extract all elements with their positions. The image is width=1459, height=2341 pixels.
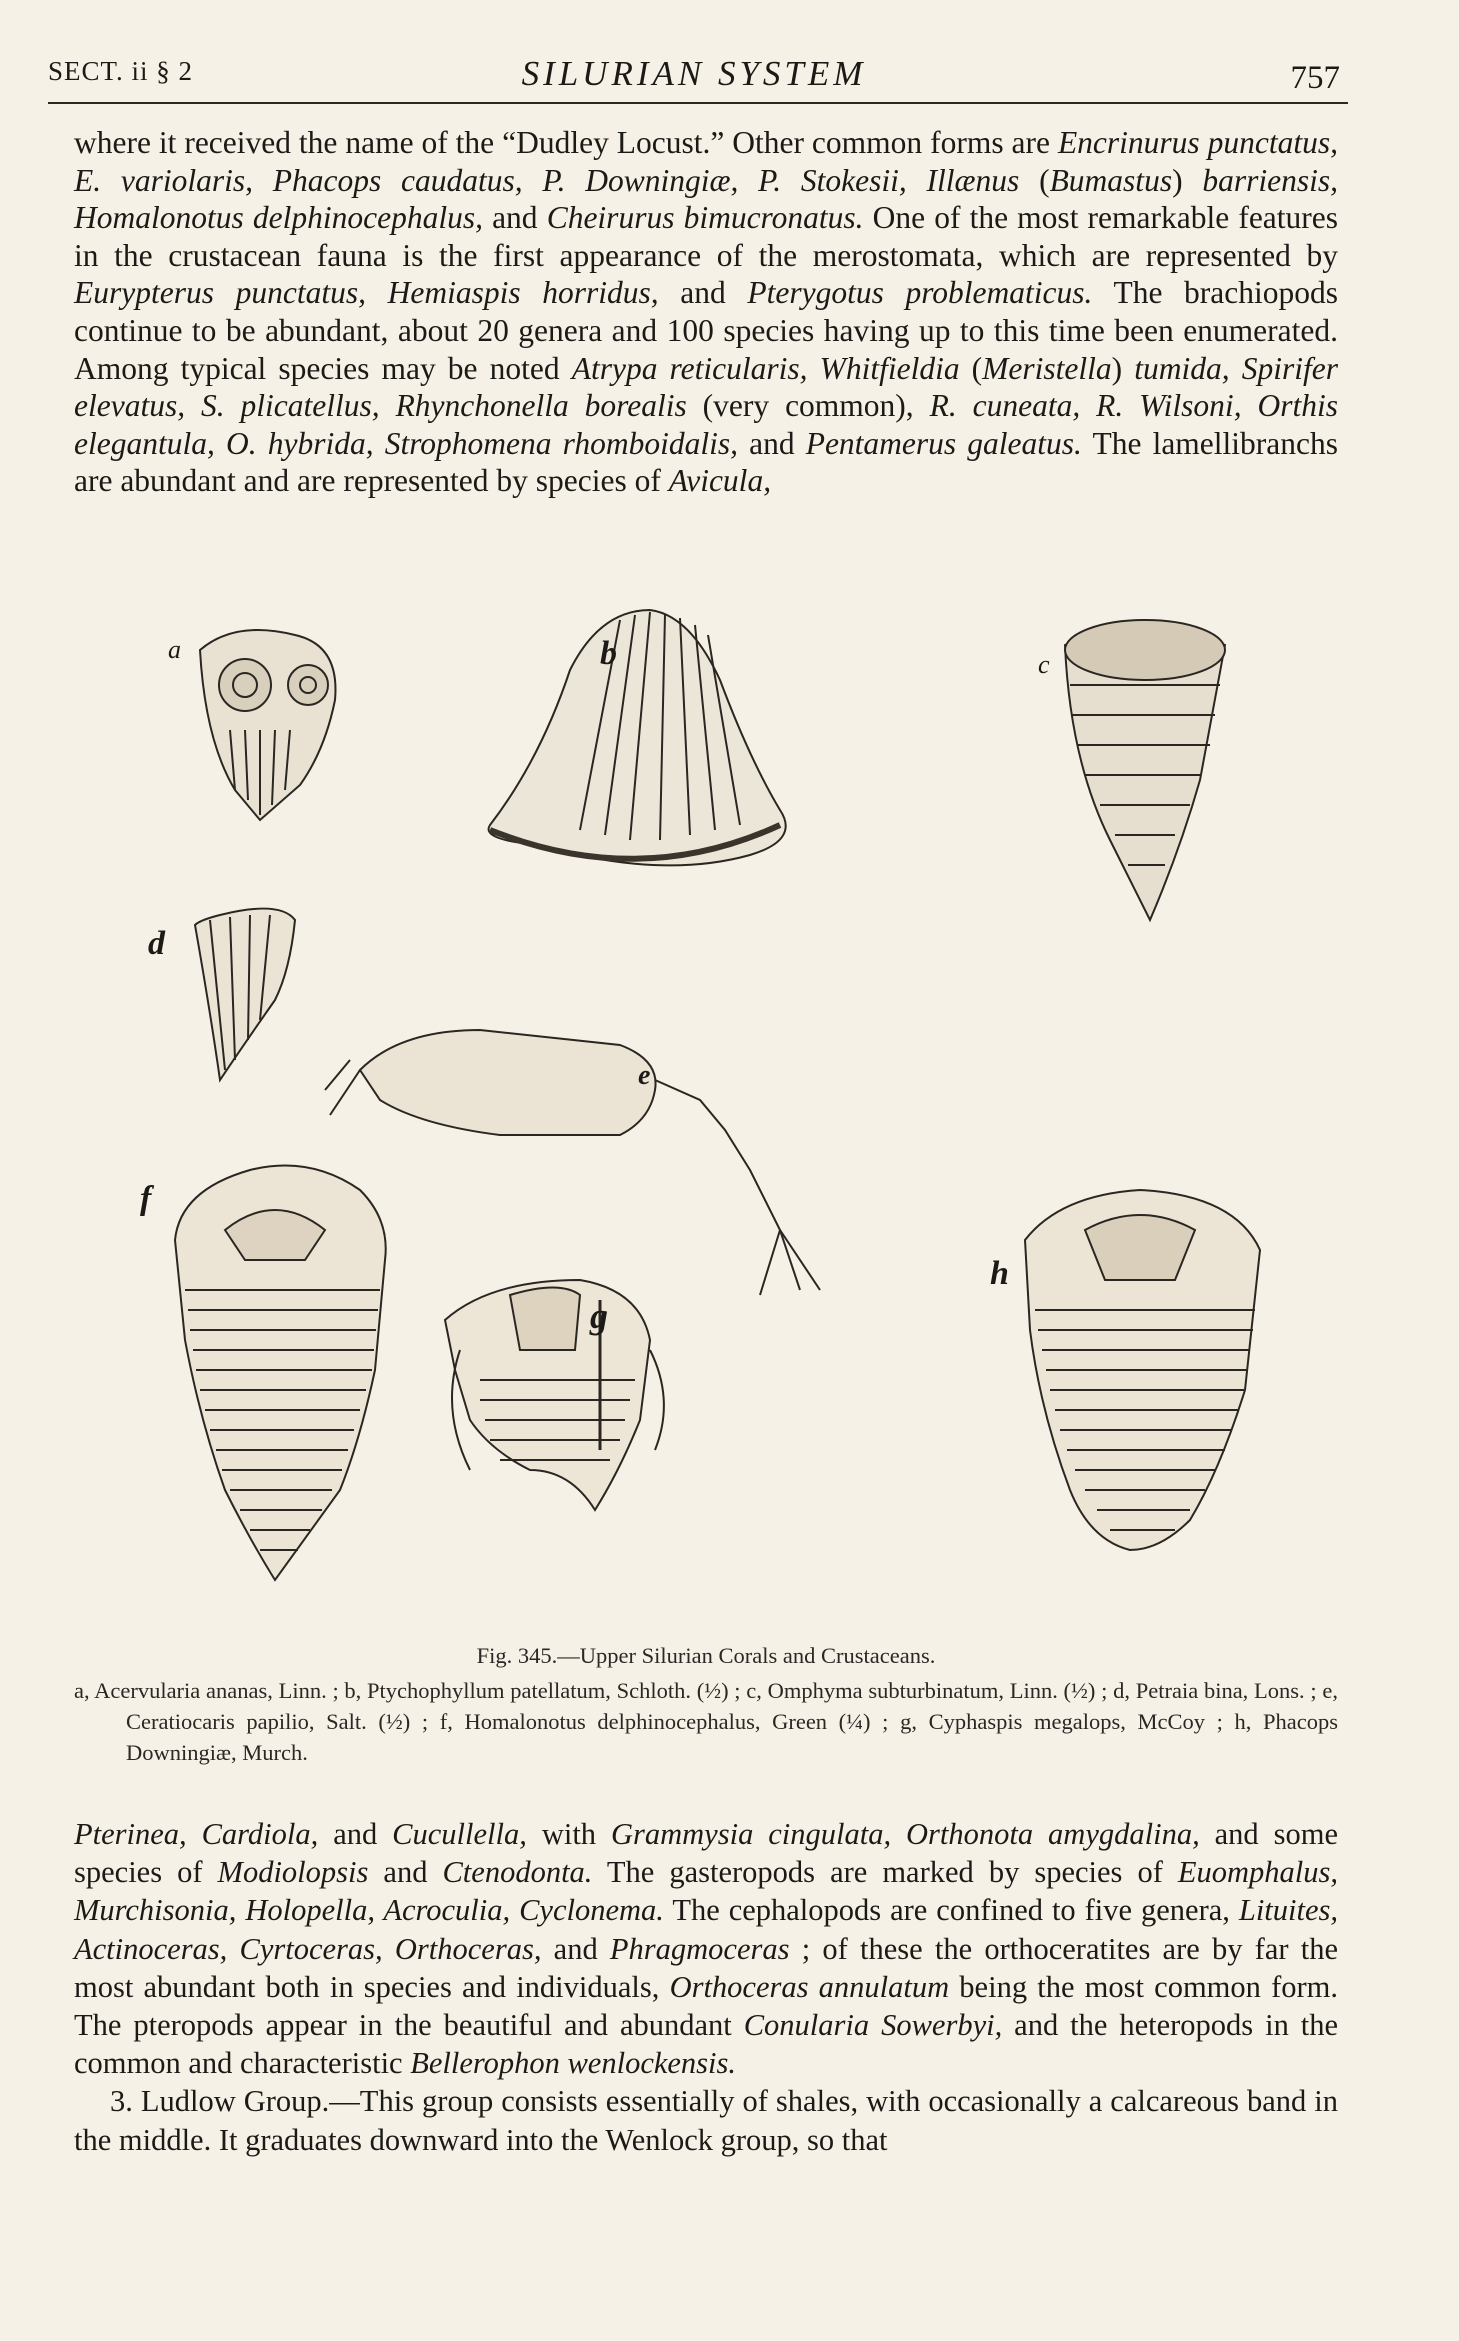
text-run: and — [482, 200, 547, 236]
fossil-d-coral-illustration — [195, 909, 295, 1080]
fossil-h-trilobite-illustration — [1025, 1190, 1260, 1550]
fossil-b-coral-illustration — [489, 610, 786, 865]
text-run: and some species of — [74, 1817, 1338, 1890]
text-run: The gasteropods are marked by species of — [592, 1855, 1178, 1890]
italic-taxon-name: Atrypa reticularis, Whitfieldia — [571, 350, 960, 386]
italic-taxon-name: Grammysia cingulata, Orthonota amygdalina, — [610, 1817, 1200, 1851]
figure-label-g: g — [590, 1296, 608, 1336]
figure-label-h: h — [990, 1255, 1009, 1292]
figure-label-e: e — [638, 1060, 651, 1091]
fossil-c-coral-illustration — [1065, 620, 1225, 920]
paragraph-molluscs — [74, 1817, 1338, 2080]
header-rule — [48, 102, 1348, 104]
fossil-f-trilobite-illustration — [175, 1166, 386, 1581]
text-run: (very common), — [686, 388, 930, 424]
italic-taxon-name: barriensis, Homalonotus delphinocephalus, — [74, 162, 1338, 236]
italic-taxon-name: Lituites, Actinoceras, Cyrtoceras, Orthoceras, — [74, 1893, 1339, 1966]
text-run: and — [318, 1817, 393, 1851]
text-run: The cephalopods are confined to five genera, — [663, 1893, 1239, 1928]
italic-taxon-name: Ctenodonta. — [442, 1855, 593, 1890]
italic-taxon-name: Euomphalus, Murchisonia, Holopella, Acroculia, Cyclonema. — [74, 1855, 1339, 1928]
text-run: and — [737, 425, 806, 461]
section-reference: SECT. ii § 2 — [48, 56, 194, 86]
text-run: ; of these the orthoceratites are by far the most abundant both in species and individuals, — [74, 1931, 1338, 2004]
italic-taxon-name: Phragmoceras — [609, 1931, 790, 1966]
figure-caption-legend: a, Acervularia ananas, Linn. ; b, Ptychophyllum patellatum, Schloth. (½) ; c, Omphyma subturbinatum, Linn. (½) ; d, Petraia bina, Lons. ; e, Ceratiocaris papilio, Salt. (½) ; f, Homalonotus delphinocephalus, Green (¼) ; g, Cyphaspis megalops, McCoy ; h, Phacops Downingiæ, Murch. — [74, 1678, 1338, 1765]
text-run: One of the most remarkable features in the crustacean fauna is the first appearance of the merostomata, which are represented by — [74, 200, 1339, 273]
text-run: The lamellibranchs are abundant and are represented by species of — [74, 425, 1339, 499]
italic-taxon-name: Eurypterus punctatus, Hemiaspis horridus, — [74, 275, 659, 311]
italic-taxon-name: Pentamerus galeatus. — [805, 425, 1082, 461]
italic-taxon-name: Modiolopsis — [217, 1855, 369, 1890]
italic-taxon-name: Meristella — [982, 350, 1112, 386]
figure-label-b: b — [600, 635, 617, 672]
paragraph-ludlow-group — [74, 2084, 1338, 2156]
fossil-illustrations — [60, 590, 1360, 1640]
italic-taxon-name: Pterinea, Cardiola, — [74, 1817, 319, 1851]
figure-caption — [74, 1640, 1338, 1768]
page-number: 757 — [1290, 60, 1340, 96]
figure-label-c: c — [1038, 650, 1050, 679]
text-run: being the most common form. The pteropods appear in the beautiful and abundant — [74, 1969, 1338, 2043]
text-run: with — [526, 1817, 611, 1851]
figure-label-d: d — [148, 925, 165, 962]
italic-taxon-name: Avicula, — [668, 463, 772, 499]
text-run: and — [368, 1855, 443, 1890]
italic-taxon-name: Conularia Sowerbyi, — [743, 2008, 1003, 2043]
text-run: 3. Ludlow Group.—This group consists essentially of shales, with occasionally a calcareous band in the middle. It graduates downward into the Wenlock group, so that — [74, 2084, 1338, 2157]
text-run: ) — [1111, 350, 1135, 386]
text-run: ) — [1172, 162, 1203, 198]
figure-label-f: f — [140, 1180, 152, 1217]
text-run: and — [658, 275, 748, 311]
figure-345 — [60, 590, 1360, 1640]
body-text-lower — [74, 1815, 1338, 2159]
paragraph-crustaceans-brachiopods — [74, 124, 1338, 500]
figure-caption-title: Fig. 345.—Upper Silurian Corals and Crustaceans. — [476, 1643, 936, 1668]
fossil-g-trilobite-illustration — [445, 1280, 664, 1510]
text-run: ( — [959, 350, 983, 386]
fossil-a-coral-illustration — [200, 630, 336, 820]
italic-taxon-name: Cucullella, — [392, 1817, 527, 1851]
italic-taxon-name: Pterygotus problematicus. — [747, 275, 1093, 311]
italic-taxon-name: Bellerophon wenlockensis. — [410, 2046, 737, 2081]
fossil-e-crustacean-illustration — [325, 1030, 820, 1295]
italic-taxon-name: R. cuneata, R. Wilsoni, Orthis elegantula, O. hybrida, Strophomena rhomboidalis, — [74, 388, 1339, 461]
text-run: and — [541, 1931, 610, 1966]
italic-taxon-name: Encrinurus punctatus, E. variolaris, Phacops caudatus, P. Downingiæ, P. Stokesii, Illænus — [74, 125, 1338, 198]
running-header — [48, 50, 1340, 100]
figure-label-a: a — [168, 635, 181, 664]
italic-taxon-name: Cheirurus bimucronatus. — [546, 200, 864, 236]
italic-taxon-name: Orthoceras annulatum — [669, 1969, 950, 2004]
text-run: where it received the name of the “Dudley Locust.” Other common forms are — [74, 125, 1058, 160]
running-title: SILURIAN SYSTEM — [521, 54, 867, 93]
text-run: The brachiopods continue to be abundant, about 20 genera and 100 species having up to this time been enumerated. Among typical species may be noted — [74, 275, 1339, 386]
text-run: ( — [1019, 162, 1050, 198]
italic-taxon-name: Bumastus — [1049, 162, 1173, 198]
text-run: and the heteropods in the common and characteristic — [74, 2008, 1339, 2081]
italic-taxon-name: tumida, Spirifer elevatus, S. plicatellus, Rhynchonella borealis — [74, 350, 1338, 424]
